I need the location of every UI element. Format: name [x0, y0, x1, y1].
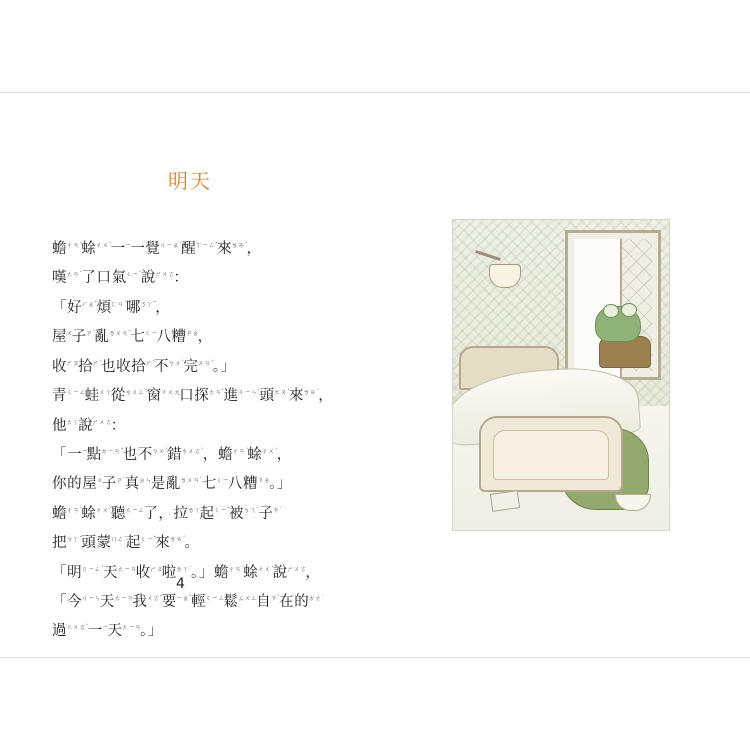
ruby-annotation: ㄗ˙	[85, 329, 96, 338]
text-run: 說	[140, 270, 157, 287]
text-run: 蛙	[84, 387, 100, 404]
text-line	[52, 292, 382, 321]
text-run: 。」	[212, 358, 236, 375]
ruby-annotation: ㄔㄢˊ	[232, 446, 249, 455]
text-run: 蟾	[214, 564, 230, 581]
text-run: 過	[52, 623, 68, 640]
ruby-annotation: ㄊㄢˋ	[208, 388, 225, 397]
text-run: 來	[155, 535, 171, 552]
ruby-annotation: ㄅㄟˋ	[243, 505, 260, 514]
illustration	[452, 219, 670, 531]
text-line	[52, 351, 382, 380]
text-run: 要	[161, 593, 177, 610]
ruby-annotation: ㄑㄧㄥ	[205, 594, 225, 603]
text-run: 子	[258, 505, 274, 522]
text-run: 醒	[181, 240, 197, 257]
ruby-annotation: ㄇㄥˊ	[110, 535, 127, 544]
ruby-annotation: ㄑㄧ	[215, 476, 229, 485]
text-run: 拾	[78, 358, 94, 375]
ruby-annotation: ㄔㄨˊ	[261, 446, 278, 455]
text-run: 八	[156, 329, 172, 346]
text-run: 不	[137, 446, 153, 463]
text-run: 蟾	[218, 446, 234, 463]
text-run: 收	[135, 564, 151, 581]
text-run: ，	[276, 446, 292, 463]
text-run: ，	[155, 299, 171, 316]
ruby-annotation: ㄧㄠˋ	[175, 594, 193, 603]
text-run: 蜍	[247, 446, 263, 463]
ruby-annotation: ㄘㄨㄛˋ	[181, 446, 204, 455]
text-line	[52, 439, 382, 468]
ruby-annotation: ㄓㄣ	[138, 476, 152, 485]
text-run: ，	[197, 329, 213, 346]
text-run: 完	[183, 358, 199, 375]
ruby-annotation: ㄧ	[124, 241, 132, 249]
ruby-annotation: ㄒㄧㄥˇ	[195, 241, 219, 249]
ruby-annotation: ㄊㄚ	[66, 417, 80, 426]
text-run: 被	[229, 505, 245, 522]
text-run: 。」	[191, 564, 214, 581]
text-run: 在	[279, 593, 295, 610]
ruby-annotation: ㄗ˙	[115, 476, 126, 485]
ruby-annotation: ㄈㄢˊ	[110, 299, 127, 308]
lamp-icon	[489, 264, 521, 288]
text-run: 。	[184, 535, 200, 552]
ruby-annotation: ㄊㄧㄢ	[117, 564, 137, 573]
ruby-annotation: ㄕˊ	[145, 358, 156, 367]
ruby-annotation: ㄌㄨㄢˋ	[180, 476, 203, 485]
frog-eye-right	[621, 303, 637, 317]
text-run: 七	[201, 476, 217, 493]
text-run: 亂	[94, 329, 110, 346]
chapter-title: 明天	[168, 169, 212, 193]
ruby-annotation: ㄨㄢˊ	[197, 358, 214, 367]
bed-footboard	[479, 416, 623, 492]
text-run: 的	[294, 593, 310, 610]
text-run: 起	[125, 535, 141, 552]
text-run: 一	[67, 446, 83, 463]
text-run: 起	[199, 505, 215, 522]
text-run: 探	[194, 387, 210, 404]
ruby-annotation: ㄐㄧㄠˋ	[159, 241, 183, 249]
ruby-annotation: ㄌㄞˊ	[302, 388, 320, 397]
text-run: 說	[272, 564, 288, 581]
ruby-annotation: ㄐㄧㄣ	[81, 594, 101, 603]
text-run: 來	[217, 240, 233, 257]
ruby-annotation: ㄑㄧˋ	[125, 270, 142, 279]
text-run: 青	[52, 387, 68, 404]
text-run: 子	[71, 329, 87, 346]
text-run: 今	[67, 593, 83, 610]
text-line	[52, 233, 382, 262]
text-run: 氣	[111, 270, 127, 287]
ruby-annotation: ㄊㄡˊ	[273, 388, 290, 397]
text-run: 「	[52, 446, 68, 463]
ruby-annotation: ㄌㄨㄢˋ	[108, 329, 132, 338]
text-run: 蜍	[243, 564, 259, 581]
ruby-annotation: ㄨ	[96, 476, 103, 485]
text-run: 蜍	[81, 505, 97, 522]
ruby-annotation: ㄕˊ	[92, 358, 102, 367]
ruby-annotation: ㄔㄨˊ	[95, 241, 112, 249]
text-run: 頭	[259, 387, 275, 404]
text-line	[52, 557, 382, 586]
text-run: 把	[52, 535, 68, 552]
text-run: 屋	[82, 476, 98, 493]
page-number: 4	[176, 576, 185, 592]
ruby-annotation: ㄕㄡ	[149, 564, 163, 573]
page-content	[0, 93, 750, 657]
text-line	[52, 321, 382, 350]
text-run: 鬆	[223, 593, 239, 610]
text-run: 明	[67, 564, 83, 581]
text-run: 真	[124, 476, 140, 493]
ruby-annotation: ㄉㄧㄢˇ	[100, 446, 124, 455]
text-run: 亂	[165, 476, 181, 493]
ruby-annotation: ㄅㄚˇ	[66, 535, 83, 544]
text-run: 來	[288, 387, 304, 404]
book-page	[0, 92, 750, 658]
text-run: 「	[52, 299, 68, 316]
ruby-annotation: ㄙㄨㄥ	[237, 594, 258, 603]
text-run: 蟾	[52, 505, 68, 522]
text-run: 一	[110, 240, 126, 257]
text-line	[52, 615, 382, 644]
ruby-annotation: ㄑㄧㄥ	[66, 388, 86, 397]
ruby-annotation: ㄊㄢˋ	[66, 270, 83, 279]
text-run: 一覺	[130, 240, 161, 257]
ruby-annotation: ㄊㄧㄢ	[113, 594, 134, 603]
ruby-annotation: ㄑㄧˇ	[139, 535, 157, 544]
ruby-annotation: ㄏㄠˇ	[81, 299, 98, 308]
frog-eye-left	[603, 304, 619, 318]
text-run: 天	[99, 593, 115, 610]
text-run: 。」	[269, 476, 293, 493]
text-run: 「	[52, 593, 68, 610]
text-run: ，	[246, 240, 262, 257]
text-run: 八	[227, 476, 243, 493]
ruby-annotation: ㄌㄚ˙	[175, 564, 193, 573]
text-run: 七	[130, 329, 146, 346]
ruby-annotation: ㄌㄚ	[187, 505, 201, 514]
text-run: 「	[52, 564, 68, 581]
text-line	[52, 468, 382, 497]
text-line	[52, 498, 382, 527]
text-run: 屋	[52, 329, 68, 346]
ruby-annotation: ㄍㄨㄛˋ	[66, 623, 89, 632]
ruby-annotation: ㄗ˙	[272, 505, 283, 514]
ruby-annotation: ㄔㄢˊ	[228, 564, 245, 573]
ruby-annotation: ㄑㄧˇ	[213, 505, 230, 514]
text-run: 說	[78, 417, 94, 434]
text-run: 蟾	[52, 240, 68, 257]
text-run: 頭	[81, 535, 97, 552]
text-run: 也收	[100, 358, 132, 375]
text-run: 口	[179, 387, 195, 404]
text-run: 好	[67, 299, 83, 316]
text-run: 一	[87, 623, 103, 640]
ruby-annotation: ㄌㄞˊ	[169, 535, 186, 544]
ruby-annotation: ㄕㄨㄛ	[286, 564, 307, 573]
ruby-annotation: ㄇㄧㄥˊ	[81, 564, 104, 573]
ruby-annotation: ㄊㄧㄥ	[124, 505, 145, 514]
ruby-annotation: ㄅㄨˋ	[168, 358, 185, 367]
ruby-annotation: ㄗㄠ	[257, 476, 271, 485]
text-run: 了，	[143, 505, 174, 522]
text-run: 天	[107, 623, 123, 640]
ruby-annotation: ㄕㄨㄛ	[92, 417, 112, 426]
text-line	[52, 410, 382, 439]
text-run: 蒙	[96, 535, 112, 552]
text-line	[52, 262, 382, 291]
text-run: 也	[122, 446, 138, 463]
text-run: 拾	[131, 358, 147, 375]
text-run: 收	[52, 358, 68, 375]
ruby-annotation: ㄉㄜ˙	[308, 594, 325, 603]
text-run: 不	[154, 358, 170, 375]
book-on-floor	[490, 490, 520, 512]
ruby-annotation: ㄧ	[101, 623, 109, 632]
text-run: 哪	[125, 299, 141, 316]
text-line	[52, 586, 382, 615]
text-run: 嘆	[52, 270, 68, 287]
text-line	[52, 380, 382, 409]
text-run: 輕	[191, 593, 207, 610]
text-run: ，	[305, 564, 321, 581]
ruby-annotation: ㄅㄨˊ	[151, 446, 169, 455]
text-run: 糟	[242, 476, 259, 493]
ruby-annotation: ㄑㄧ	[144, 329, 158, 338]
ruby-annotation: ㄐㄧㄣˋ	[237, 388, 261, 397]
text-line	[52, 527, 382, 556]
ruby-annotation: ㄔㄢˊ	[66, 241, 83, 249]
ruby-annotation: ㄘㄨㄥˊ	[124, 388, 148, 397]
ruby-annotation: ㄔㄢˊ	[66, 505, 83, 514]
ruby-annotation: ㄊㄧㄢ	[121, 623, 142, 632]
ruby-annotation: ㄋㄚˇ	[139, 299, 157, 308]
text-run: 糟	[171, 329, 187, 346]
ruby-annotation: ㄨㄚ	[98, 388, 112, 397]
text-run: 聽	[110, 505, 126, 522]
text-run: 從	[110, 387, 126, 404]
ruby-annotation: ㄧ	[81, 446, 88, 455]
text-run: 子	[101, 476, 117, 493]
text-run: 他	[52, 417, 68, 434]
text-run: 是	[150, 476, 166, 493]
text-run: 進	[223, 387, 239, 404]
ruby-annotation: ㄔㄨㄤ	[160, 388, 181, 397]
text-run: 自	[256, 593, 272, 610]
text-run: 蜍	[81, 240, 97, 257]
ruby-annotation: ㄔㄨˊ	[95, 505, 112, 514]
text-run: 我	[132, 593, 148, 610]
text-run: ，	[318, 387, 334, 404]
text-run: 錯	[167, 446, 183, 463]
text-run: 拉	[173, 505, 189, 522]
text-run: 點	[86, 446, 102, 463]
text-run: ，	[202, 446, 219, 463]
body-text	[52, 233, 382, 645]
ruby-annotation: ㄌㄞˊ	[231, 241, 248, 249]
ruby-annotation: ㄕㄡ	[66, 358, 80, 367]
text-run: 煩	[96, 299, 112, 316]
text-run: 了口	[81, 270, 112, 287]
ruby-annotation: ㄗㄠ	[185, 329, 199, 338]
text-run: 你的	[52, 476, 83, 493]
ruby-annotation: ㄨ	[66, 329, 73, 338]
ruby-annotation: ㄔㄨˊ	[257, 564, 274, 573]
bed-footboard-panel	[493, 430, 609, 480]
text-run: ：	[173, 270, 189, 287]
text-run: 。」	[140, 623, 164, 640]
text-run: 啦	[161, 564, 177, 581]
ruby-annotation: ㄗˋ	[270, 594, 281, 603]
text-run: 窗	[146, 387, 162, 404]
text-run: 天	[102, 564, 119, 581]
ruby-annotation: ㄨㄛˇ	[146, 594, 163, 603]
ruby-annotation: ㄕㄨㄛ	[155, 270, 175, 279]
text-run: ：	[110, 417, 126, 434]
